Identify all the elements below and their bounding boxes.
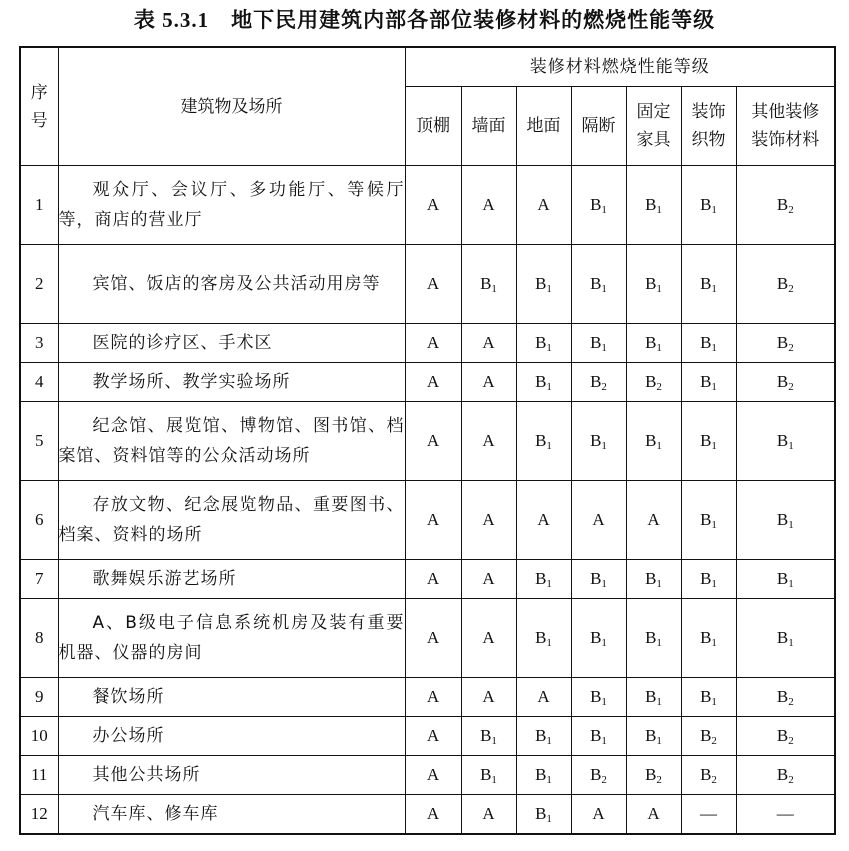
- row-place-text: 办公场所: [92, 726, 165, 746]
- table-title: 地下民用建筑内部各部位装修材料的燃烧性能等级: [231, 8, 716, 32]
- grade-cell: $B_2$: [736, 678, 835, 717]
- row-place: [58, 795, 405, 835]
- grade-cell: A: [461, 363, 516, 402]
- grade-cell: A: [405, 795, 461, 835]
- grade-cell: $B_1$: [626, 324, 681, 363]
- table-row: [20, 717, 835, 756]
- header-ceiling: 顶棚: [405, 87, 461, 166]
- grade-cell: $B_1$: [681, 363, 736, 402]
- grade-cell: $B_1$: [626, 678, 681, 717]
- grade-cell: $B_1$: [516, 599, 571, 678]
- grade-cell: A: [516, 166, 571, 245]
- grade-cell: $B_1$: [681, 560, 736, 599]
- header-decorative-fabric: 装饰织物: [681, 87, 736, 166]
- grade-cell: $B_1$: [626, 402, 681, 481]
- grade-cell: $B_1$: [571, 166, 626, 245]
- row-index: 9: [20, 678, 58, 717]
- header-group: 装修材料燃烧性能等级: [405, 47, 835, 87]
- header-floor: 地面: [516, 87, 571, 166]
- grade-cell: A: [461, 795, 516, 835]
- row-index: 11: [20, 756, 58, 795]
- grade-cell: $B_2$: [571, 756, 626, 795]
- table-row: [20, 678, 835, 717]
- grade-cell: $B_1$: [681, 599, 736, 678]
- table-row: [20, 363, 835, 402]
- row-index: 7: [20, 560, 58, 599]
- row-place: [58, 481, 405, 560]
- header-index: 序号: [20, 47, 58, 166]
- grade-cell: A: [405, 678, 461, 717]
- grade-cell: $B_1$: [516, 717, 571, 756]
- row-place: [58, 245, 405, 324]
- row-place-text: 其他公共场所: [92, 765, 201, 785]
- grade-cell: $B_1$: [461, 756, 516, 795]
- row-place: [58, 324, 405, 363]
- header-wall: 墙面: [461, 87, 516, 166]
- table-row: [20, 599, 835, 678]
- row-index: 6: [20, 481, 58, 560]
- grade-cell: A: [461, 560, 516, 599]
- grade-cell: $B_1$: [516, 402, 571, 481]
- row-index: 10: [20, 717, 58, 756]
- grade-cell: $B_1$: [571, 402, 626, 481]
- table-row: [20, 324, 835, 363]
- grade-cell: A: [626, 795, 681, 835]
- grade-cell: A: [405, 245, 461, 324]
- grade-cell: —: [681, 795, 736, 835]
- grade-cell: A: [516, 481, 571, 560]
- grade-cell: $B_2$: [571, 363, 626, 402]
- grade-cell: $B_1$: [681, 166, 736, 245]
- grade-cell: $B_1$: [516, 324, 571, 363]
- grade-cell: $B_1$: [461, 245, 516, 324]
- table-number: 表 5.3.1: [133, 8, 210, 32]
- row-index: 1: [20, 166, 58, 245]
- grade-cell: $B_1$: [626, 599, 681, 678]
- grade-cell: $B_1$: [516, 245, 571, 324]
- grade-cell: A: [405, 363, 461, 402]
- grade-cell: $B_1$: [516, 795, 571, 835]
- table-caption: [0, 0, 849, 44]
- grade-cell: A: [461, 402, 516, 481]
- row-place-text: A、B级电子信息系统机房及装有重要机器、仪器的房间: [58, 613, 405, 663]
- grade-cell: $B_1$: [516, 363, 571, 402]
- grade-cell: $B_1$: [626, 560, 681, 599]
- table-row: [20, 560, 835, 599]
- row-place-text: 观众厅、会议厅、多功能厅、等候厅等，商店的营业厅: [58, 180, 405, 230]
- grade-cell: $B_1$: [626, 245, 681, 324]
- grade-cell: $B_2$: [681, 756, 736, 795]
- table-row: [20, 795, 835, 835]
- header-other-materials: 其他装修装饰材料: [736, 87, 835, 166]
- grade-cell: $B_2$: [681, 717, 736, 756]
- grade-cell: A: [405, 560, 461, 599]
- row-place: [58, 756, 405, 795]
- grade-cell: $B_2$: [736, 245, 835, 324]
- grade-cell: $B_1$: [571, 717, 626, 756]
- table-row: [20, 402, 835, 481]
- grade-cell: $B_2$: [736, 717, 835, 756]
- fire-rating-table: [19, 46, 836, 835]
- grade-cell: $B_1$: [571, 599, 626, 678]
- grade-cell: A: [461, 481, 516, 560]
- row-place-text: 教学场所、教学实验场所: [92, 372, 291, 392]
- row-place-text: 餐饮场所: [92, 687, 165, 707]
- grade-cell: $B_1$: [626, 166, 681, 245]
- row-place: [58, 166, 405, 245]
- row-place: [58, 560, 405, 599]
- row-place-text: 纪念馆、展览馆、博物馆、图书馆、档案馆、资料馆等的公众活动场所: [58, 416, 405, 466]
- header-place: 建筑物及场所: [58, 47, 405, 166]
- grade-cell: $B_1$: [571, 560, 626, 599]
- grade-cell: A: [571, 795, 626, 835]
- grade-cell: $B_1$: [681, 402, 736, 481]
- grade-cell: $B_1$: [736, 560, 835, 599]
- row-place-text: 医院的诊疗区、手术区: [92, 333, 273, 353]
- grade-cell: $B_1$: [461, 717, 516, 756]
- grade-cell: A: [461, 166, 516, 245]
- grade-cell: A: [461, 678, 516, 717]
- grade-cell: A: [461, 324, 516, 363]
- row-index: 5: [20, 402, 58, 481]
- grade-cell: $B_1$: [626, 717, 681, 756]
- grade-cell: $B_1$: [736, 402, 835, 481]
- grade-cell: $B_1$: [516, 560, 571, 599]
- row-index: 2: [20, 245, 58, 324]
- grade-cell: A: [405, 402, 461, 481]
- grade-cell: A: [405, 756, 461, 795]
- row-place: [58, 402, 405, 481]
- row-index: 12: [20, 795, 58, 835]
- grade-cell: $B_1$: [681, 481, 736, 560]
- grade-cell: $B_2$: [736, 756, 835, 795]
- row-place-text: 歌舞娱乐游艺场所: [92, 569, 237, 589]
- grade-cell: $B_1$: [516, 756, 571, 795]
- header-partition: 隔断: [571, 87, 626, 166]
- grade-cell: $B_2$: [626, 756, 681, 795]
- grade-cell: A: [405, 324, 461, 363]
- row-index: 3: [20, 324, 58, 363]
- grade-cell: —: [736, 795, 835, 835]
- row-place: [58, 599, 405, 678]
- grade-cell: $B_1$: [681, 678, 736, 717]
- table-row: [20, 481, 835, 560]
- table-row: [20, 245, 835, 324]
- grade-cell: A: [405, 166, 461, 245]
- grade-cell: $B_2$: [736, 166, 835, 245]
- grade-cell: A: [405, 481, 461, 560]
- grade-cell: $B_1$: [736, 599, 835, 678]
- grade-cell: A: [405, 717, 461, 756]
- grade-cell: $B_1$: [681, 245, 736, 324]
- grade-cell: $B_2$: [626, 363, 681, 402]
- row-place-text: 宾馆、饭店的客房及公共活动用房等: [92, 274, 381, 294]
- row-place-text: 存放文物、纪念展览物品、重要图书、档案、资料的场所: [58, 495, 405, 545]
- row-index: 4: [20, 363, 58, 402]
- row-place: [58, 363, 405, 402]
- grade-cell: A: [405, 599, 461, 678]
- table-row: [20, 756, 835, 795]
- grade-cell: $B_1$: [571, 245, 626, 324]
- grade-cell: $B_1$: [571, 324, 626, 363]
- grade-cell: A: [516, 678, 571, 717]
- row-place-text: 汽车库、修车库: [92, 804, 219, 824]
- row-place: [58, 717, 405, 756]
- grade-cell: A: [571, 481, 626, 560]
- grade-cell: A: [461, 599, 516, 678]
- row-index: 8: [20, 599, 58, 678]
- header-fixed-furniture: 固定家具: [626, 87, 681, 166]
- grade-cell: $B_1$: [571, 678, 626, 717]
- table-row: [20, 166, 835, 245]
- row-place: [58, 678, 405, 717]
- grade-cell: $B_1$: [736, 481, 835, 560]
- grade-cell: A: [626, 481, 681, 560]
- grade-cell: $B_2$: [736, 324, 835, 363]
- grade-cell: $B_2$: [736, 363, 835, 402]
- grade-cell: $B_1$: [681, 324, 736, 363]
